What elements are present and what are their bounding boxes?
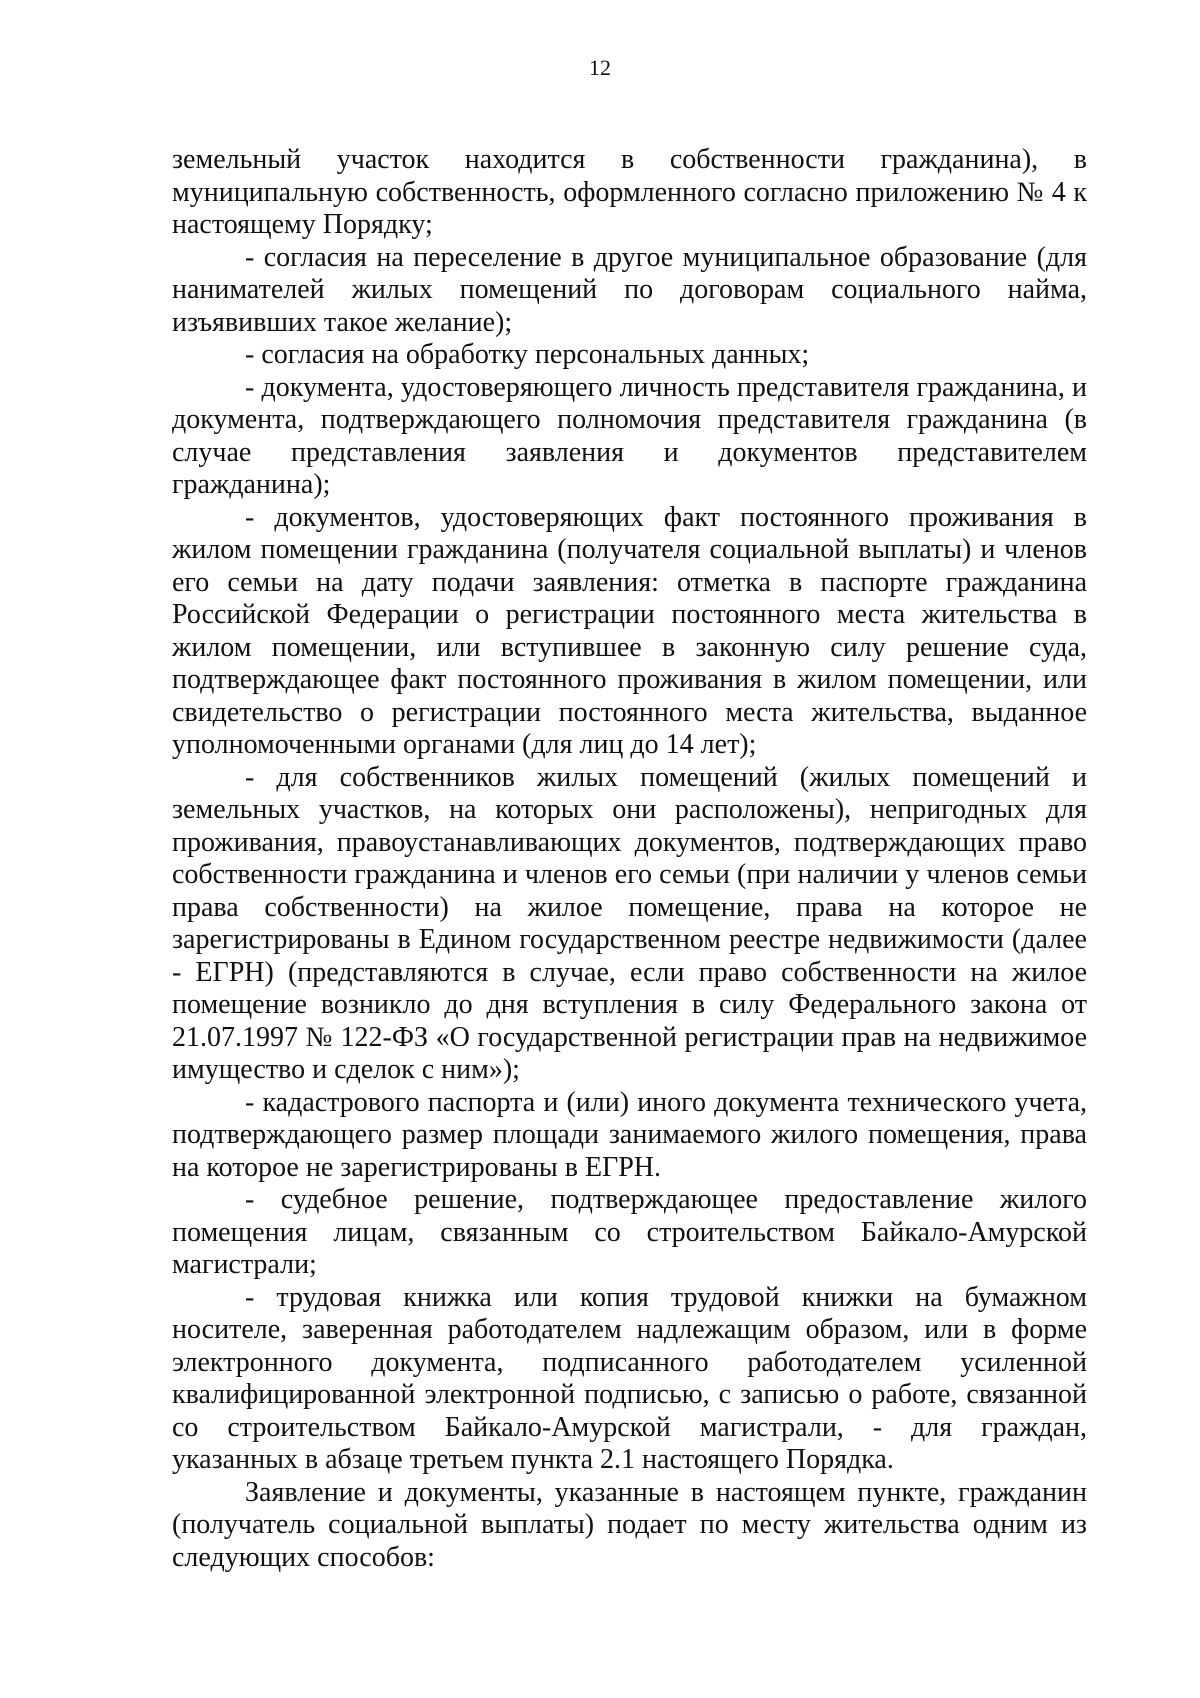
document-body	[172, 144, 1087, 1574]
paragraph-cadastral-passport: - кадастрового паспорта и (или) иного документа технического учета, подтверждающего размер площади занимаемого жилого помещения, права на которое не зарегистрированы в ЕГРН.	[172, 1086, 1087, 1183]
paragraph-court-decision: - судебное решение, подтверждающее предоставление жилого помещения лицам, связанным со строительством Байкало-Амурской магистрали;	[172, 1184, 1087, 1280]
paragraph-employment-record: - трудовая книжка или копия трудовой книжки на бумажном носителе, заверенная работодателем надлежащим образом, или в форме электронного документа, подписанного работодателем усиленной квалифицированной электронной подписью, с записью о работе, связанной со строительством Байкало-Амурской магистрали, - для граждан, указанных в абзаце третьем пункта 2.1 настоящего Порядка.	[172, 1281, 1087, 1475]
paragraph-consent-relocation: - согласия на переселение в другое муниципальное образование (для нанимателей жилых помещений по договорам социального найма, изъявивших такое желание);	[172, 241, 1087, 338]
paragraph-representative-document: - документа, удостоверяющего личность представителя гражданина, и документа, подтверждающего полномочия представителя гражданина (в случае представления заявления и документов представителем гражданина);	[172, 371, 1087, 500]
paragraph-residence-documents: - документов, удостоверяющих факт постоянного проживания в жилом помещении гражданина (получателя социальной выплаты) и членов его семьи на дату подачи заявления: отметка в паспорте гражданина Российской Федерации о регистрации постоянного места жительства в жилом помещении, или вступившее в законную силу решение суда, подтверждающее факт постоянного проживания в жилом помещении, или свидетельство о регистрации постоянного места жительства, выданное уполномоченными органами (для лиц до 14 лет);	[172, 501, 1087, 760]
paragraph-continuation: земельный участок находится в собственности гражданина), в муниципальную собственность, оформленного согласно приложению № 4 к настоящему Порядку;	[172, 144, 1087, 240]
paragraph-submission-methods: Заявление и документы, указанные в настоящем пункте, гражданин (получатель социальной выплаты) подает по месту жительства одним из следующих способов:	[172, 1476, 1087, 1573]
page-number: 12	[589, 55, 611, 80]
paragraph-ownership-documents: - для собственников жилых помещений (жилых помещений и земельных участков, на которых они расположены), непригодных для проживания, правоустанавливающих документов, подтверждающих право собственности гражданина и членов его семьи (при наличии у членов семьи права собственности) на жилое помещение, права на которое не зарегистрированы в Едином государственном реестре недвижимости (далее - ЕГРН) (представляются в случае, если право собственности на жилое помещение возникло до дня вступления в силу Федерального закона от 21.07.1997 № 122-ФЗ «О государственной регистрации прав на недвижимое имущество и сделок с ним»);	[172, 761, 1087, 1085]
paragraph-consent-personal-data: - согласия на обработку персональных данных;	[245, 339, 810, 370]
